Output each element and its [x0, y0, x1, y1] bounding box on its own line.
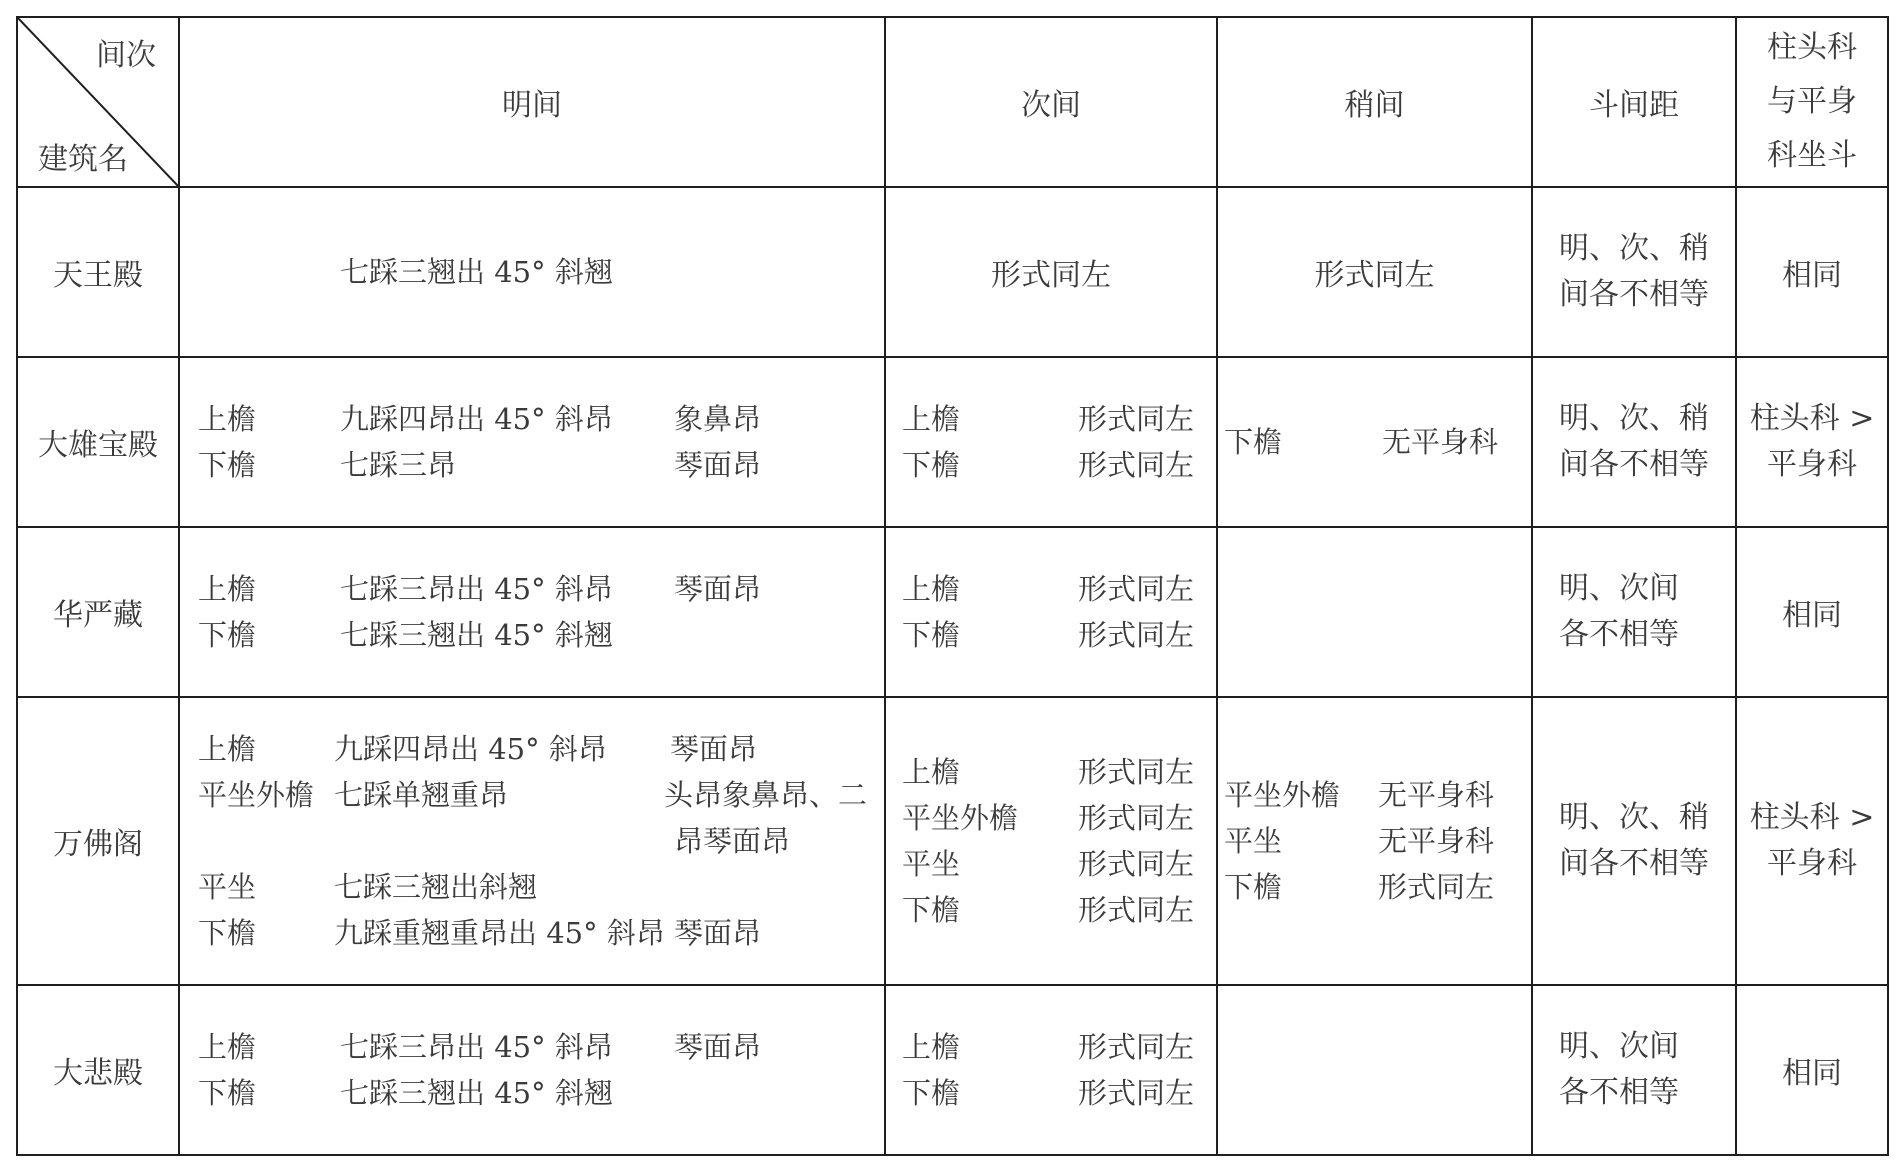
cijian-cell — [885, 697, 1217, 985]
header-zhutou-line: 科坐斗 — [1767, 138, 1857, 173]
building-name: 大雄宝殿 — [17, 357, 179, 527]
table-row — [17, 697, 1888, 985]
cijian-line: 平坐外檐 形式同左 — [902, 801, 1195, 835]
mingjian-line: 下檐 七踩三翘出 45° 斜翘 — [198, 1076, 613, 1110]
header-row — [17, 17, 1888, 187]
shaojian-cell-empty — [1217, 985, 1532, 1155]
zhutou-line: 平身科 — [1767, 447, 1857, 482]
dougong-comparison-table — [16, 16, 1889, 1156]
doujianju-cell — [1532, 697, 1736, 985]
cijian-cell — [885, 985, 1217, 1155]
shaojian-cell: 形式同左 — [1217, 187, 1532, 357]
doujianju-cell — [1532, 357, 1736, 527]
zhutou-cell: 相同 — [1736, 985, 1888, 1155]
mingjian-line: 上檐 九踩四昂出 45° 斜昂 琴面昂 — [198, 732, 758, 766]
cijian-line: 下檐 形式同左 — [902, 448, 1195, 482]
cijian-line: 下檐 形式同左 — [902, 618, 1195, 652]
mingjian-cell — [179, 985, 885, 1155]
cijian-line: 下檐 形式同左 — [902, 893, 1195, 927]
shaojian-line: 平坐外檐 无平身科 — [1224, 778, 1495, 812]
header-mingjian: 明间 — [179, 17, 885, 187]
mingjian-line: 上檐 七踩三昂出 45° 斜昂 琴面昂 — [198, 572, 762, 606]
mingjian-line: 七踩三翘出 45° 斜翘 — [340, 255, 613, 289]
building-name: 天王殿 — [17, 187, 179, 357]
header-zhutou-stack — [1737, 21, 1887, 183]
mingjian-cell — [179, 527, 885, 697]
zhutou-line: 柱头科 > — [1749, 800, 1875, 835]
header-zhutou-line: 柱头科 — [1767, 30, 1857, 65]
mingjian-line: 平坐外檐 七踩单翘重昂 头昂象鼻昂、二 — [198, 778, 868, 812]
mingjian-line: 下檐 九踩重翘重昂出 45° 斜昂 琴面昂 — [198, 916, 762, 950]
mingjian-line: 下檐 七踩三翘出 45° 斜翘 — [198, 618, 613, 652]
mingjian-line: 平坐 七踩三翘出斜翘 — [198, 870, 538, 904]
doujianju-line: 间各不相等 — [1559, 447, 1709, 482]
cijian-line: 上檐 形式同左 — [902, 572, 1195, 606]
cijian-line: 下檐 形式同左 — [902, 1076, 1195, 1110]
shaojian-line: 平坐 无平身科 — [1224, 824, 1495, 858]
mingjian-cell — [179, 697, 885, 985]
doujianju-line: 明、次、稍 — [1559, 800, 1709, 835]
shaojian-cell — [1217, 697, 1532, 985]
mingjian-line: 上檐 七踩三昂出 45° 斜昂 琴面昂 — [198, 1030, 762, 1064]
building-name: 华严藏 — [17, 527, 179, 697]
header-shaojian: 稍间 — [1217, 17, 1532, 187]
doujianju-line: 明、次间 — [1559, 1029, 1679, 1064]
cijian-cell — [885, 527, 1217, 697]
mingjian-line: 上檐 九踩四昂出 45° 斜昂 象鼻昂 — [198, 402, 762, 436]
doujianju-line: 明、次、稍 — [1559, 231, 1709, 266]
table-row — [17, 187, 1888, 357]
corner-bottom-label: 建筑名 — [38, 142, 128, 177]
header-zhutou-line: 与平身 — [1767, 84, 1857, 119]
corner-diagonal — [18, 18, 178, 186]
doujianju-line: 明、次间 — [1559, 571, 1679, 606]
cijian-line: 上檐 形式同左 — [902, 755, 1195, 789]
corner-header-cell — [17, 17, 179, 187]
header-cijian: 次间 — [885, 17, 1217, 187]
cijian-cell — [885, 357, 1217, 527]
zhutou-cell: 相同 — [1736, 527, 1888, 697]
doujianju-line: 间各不相等 — [1559, 846, 1709, 881]
doujianju-line: 间各不相等 — [1559, 277, 1709, 312]
doujianju-line: 各不相等 — [1559, 1075, 1679, 1110]
zhutou-cell — [1736, 357, 1888, 527]
corner-top-label: 间次 — [96, 38, 156, 73]
mingjian-line: 昂琴面昂 — [674, 824, 791, 858]
mingjian-line: 下檐 七踩三昂 琴面昂 — [198, 448, 762, 482]
mingjian-cell — [179, 357, 885, 527]
zhutou-cell: 相同 — [1736, 187, 1888, 357]
cijian-cell: 形式同左 — [885, 187, 1217, 357]
doujianju-line: 各不相等 — [1559, 617, 1679, 652]
shaojian-line: 下檐 无平身科 — [1224, 425, 1499, 459]
cijian-line: 上檐 形式同左 — [902, 1030, 1195, 1064]
zhutou-line: 柱头科 > — [1749, 401, 1875, 436]
mingjian-cell — [179, 187, 885, 357]
header-zhutou — [1736, 17, 1888, 187]
table-row — [17, 357, 1888, 527]
zhutou-line: 平身科 — [1767, 846, 1857, 881]
table-row — [17, 527, 1888, 697]
cijian-line: 平坐 形式同左 — [902, 847, 1195, 881]
doujianju-cell — [1532, 985, 1736, 1155]
zhutou-cell — [1736, 697, 1888, 985]
doujianju-cell — [1532, 527, 1736, 697]
building-name: 大悲殿 — [17, 985, 179, 1155]
cijian-line: 上檐 形式同左 — [902, 402, 1195, 436]
shaojian-line: 下檐 形式同左 — [1224, 870, 1495, 904]
building-name: 万佛阁 — [17, 697, 179, 985]
shaojian-cell — [1217, 357, 1532, 527]
table-row — [17, 985, 1888, 1155]
doujianju-cell — [1532, 187, 1736, 357]
header-doujianju: 斗间距 — [1532, 17, 1736, 187]
doujianju-line: 明、次、稍 — [1559, 401, 1709, 436]
shaojian-cell-empty — [1217, 527, 1532, 697]
